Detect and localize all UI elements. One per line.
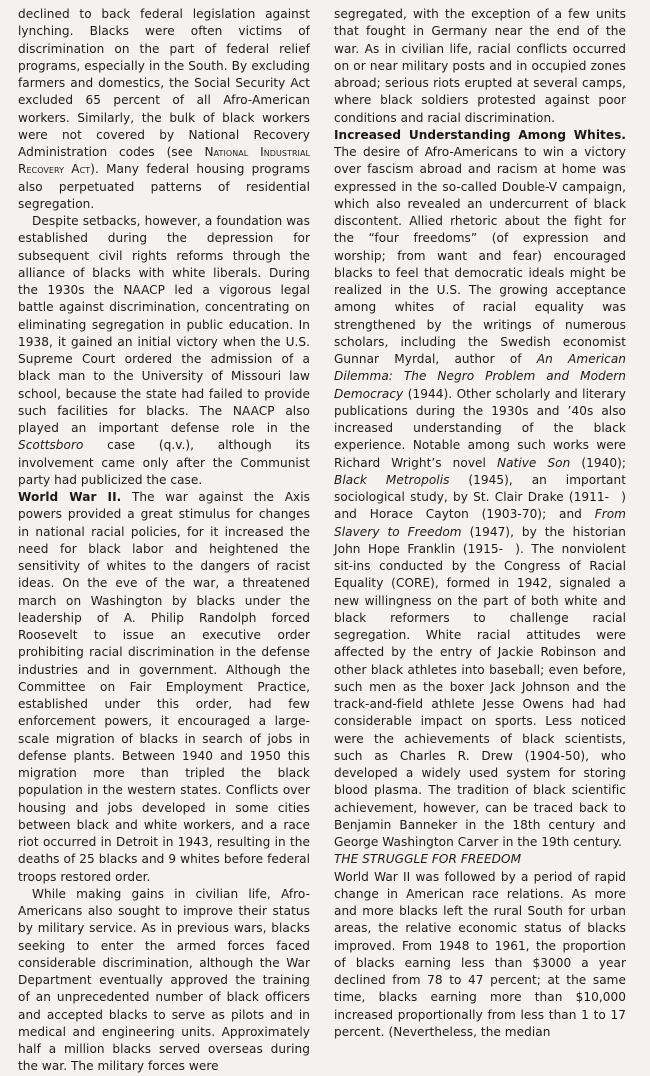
left-column — [18, 6, 311, 1074]
paragraph-naacp-legal-battle: Despite setbacks, however, a foundation was established during the depression for subsequent civil rights reforms through the alliance of blacks with white liberals. During the 1930s the NAACP led a vigorous legal battle against discrimination, concentrating on eliminating segregation in public education. In 1938, it gained an initial victory when the U.S. Supreme Court ordered the admission of a black man to the University of Missouri law school, because the state had failed to provide such facilities for blacks. The NAACP also played an important defense role in the Scottsboro case (q.v.), although its involvement came only after the Communist party had publicized the case. — [18, 214, 310, 487]
paragraph-postwar-change: World War II was followed by a period of rapid change in American race relations. As more and more blacks left the rural South for urban areas, the relative economic status of blacks improved. From 1948 to 1961, the proportion of blacks earning less than $3000 a year declined from 78 to 47 percent; at the same time, blacks earning more than $10,000 increased proportionally from less than 1 to 17 percent. (Nevertheless, the median — [334, 869, 626, 1039]
paragraph-military-service: While making gains in civilian life, Afro-Americans also sought to improve their status by military service. As in previous wars, blacks seeking to enter the armed forces faced considerable discrimination, although the War Department eventually approved the training of an unprecedented number of black officers and accepted blacks to serve as pilots and in medical and engineering units. Approximately half a million blacks served overseas during the war. The military forces were — [18, 886, 310, 1074]
right-column — [334, 6, 627, 1039]
book-title-native-son: Native Son — [496, 455, 571, 470]
book-title-from-slavery-to-freedom: From Slavery to Freedom — [334, 507, 626, 539]
book-title-black-metropolis: Black Metropolis — [334, 472, 450, 487]
paragraph-depression-discrimination: declined to back federal legislation against lynching. Blacks were often victims of discrimination on the part of federal relief programs, especially in the South. By excluding farmers and domestics, the Social Security Act excluded 65 percent of all Afro-American workers. Similarly, the bulk of black workers were not covered by National Recovery Administration codes (see National Industrial Recovery Act). Many federal housing programs also perpetuated patterns of residential segregation. — [18, 7, 311, 211]
subheading-world-war-ii: World War II. — [18, 490, 122, 504]
book-title-american-dilemma: An American Dilemma: The Negro Problem and Modern Democracy — [334, 352, 626, 401]
section-title-struggle-for-freedom: THE STRUGGLE FOR FREEDOM — [334, 852, 522, 867]
paragraph-world-war-ii: World War II. The war against the Axis powers provided a great stimulus for changes in national racial policies, for it increased the need for black labor and heightened the sensitivity of whites to the dangers of racist ideas. On the eve of the war, a threatened march on Washington by blacks under the leadership of A. Philip Randolph forced Roosevelt to issue an executive order prohibiting racial discrimination in the defense industries and in government. Although the Committee on Fair Employment Practice, established under this order, had few enforcement powers, it encouraged a large-scale migration of blacks in search of jobs in defense plants. Between 1940 and 1950 this migration more than tripled the black population in the western states. Conflicts over housing and jobs developed in some cities between black and white workers, and a race riot occurred in Detroit in 1943, resulting in the deaths of 25 blacks and 9 whites before federal troops restored order. — [18, 490, 310, 884]
scottsboro-reference: Scottsboro — [18, 438, 84, 453]
paragraph-increased-understanding: Increased Understanding Among Whites. The desire of Afro-Americans to win a victory over fascism abroad and racism at home was expressed in the so-called Double-V campaign, which also revealed an undercurrent of black discontent. Allied rhetoric about the fight for the “four freedoms” (of expression and worship; from want and fear) encouraged blacks to feel that democratic ideals might be realized in the U.S. The growing acceptance among whites of racial equality was strengthened by the writings of numerous scholars, including the Swedish economist Gunnar Myrdal, author of An American Dilemma: The Negro Problem and Modern Democracy (1944). Other scholarly and literary publications during the 1930s and ’40s also increased understanding of the black experience. Notable among such works were Richard Wright’s novel Native Son (1940); Black Metropolis (1945), an important sociological study, by St. Clair Drake (1911- ) and Horace Cayton (1903-70); and From Slavery to Freedom (1947), by the historian John Hope Franklin (1915- ). The nonviolent sit-ins conducted by the Congress of Racial Equality (CORE), formed in 1942, signaled a new willingness on the part of both white and black reformers to challenge racial segregation. White racial attitudes were affected by the entry of Jackie Robinson and other black athletes into baseball; even before, such men as the boxer Jack Johnson and the track-and-field athlete Jesse Owens had had considerable impact on sports. Less noticed were the achievements of black scientists, such as Charles R. Drew (1904-50), who developed a widely used system for storing blood plasma. The tradition of black scientific achievement, however, can be traced back to Benjamin Banneker in the 18th century and George Washington Carver in the 19th century. — [334, 127, 627, 849]
subheading-increased-understanding: Increased Understanding Among Whites. — [334, 127, 626, 142]
cross-reference-link[interactable]: National Industrial Recovery Act — [18, 145, 311, 177]
paragraph-military-segregation: segregated, with the exception of a few units that fought in Germany near the end of the war. As in civilian life, racial conflicts occurred on or near military posts and in occupied zones abroad; serious riots erupted at several camps, where black soldiers protested against poor conditions and racial discrimination. — [334, 7, 626, 125]
